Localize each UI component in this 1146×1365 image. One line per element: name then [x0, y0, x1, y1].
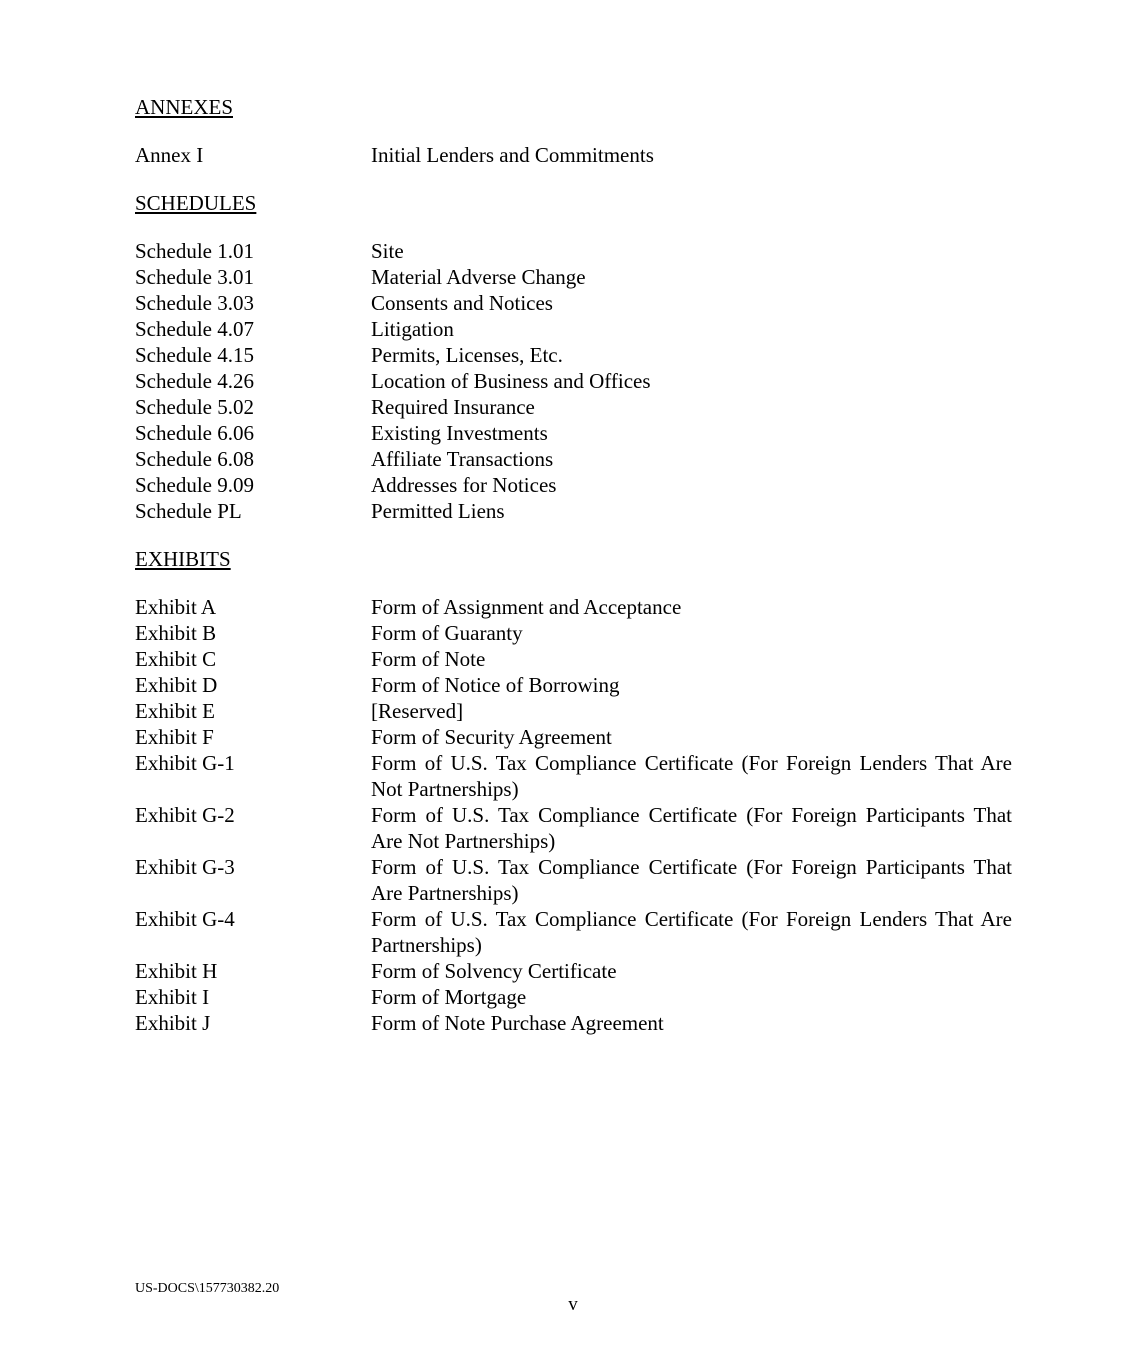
annexes-list [135, 142, 1012, 168]
exhibit-description: Form of Solvency Certificate [371, 959, 617, 983]
exhibit-row [135, 1010, 1012, 1036]
schedule-row [135, 498, 1012, 524]
exhibit-row [135, 672, 1012, 698]
schedule-row [135, 264, 1012, 290]
schedule-description: Permitted Liens [371, 499, 505, 523]
exhibit-row [135, 724, 1012, 750]
schedule-row [135, 342, 1012, 368]
exhibit-label: Exhibit C [135, 647, 217, 671]
schedule-row [135, 446, 1012, 472]
annex-row [135, 142, 1012, 168]
exhibit-label: Exhibit B [135, 621, 217, 645]
exhibit-label: Exhibit G-3 [135, 855, 235, 879]
exhibit-row [135, 958, 1012, 984]
exhibit-label: Exhibit G-1 [135, 751, 235, 775]
exhibit-description: Form of U.S. Tax Compliance Certificate (For Foreign Lenders That Are Partnerships) [371, 907, 1012, 957]
exhibit-description: Form of Note Purchase Agreement [371, 1011, 664, 1035]
exhibit-row [135, 594, 1012, 620]
schedule-description: Location of Business and Offices [371, 369, 651, 393]
exhibit-label: Exhibit H [135, 959, 218, 983]
schedule-label: Schedule 3.03 [135, 291, 254, 315]
schedule-label: Schedule 3.01 [135, 265, 254, 289]
schedule-row [135, 472, 1012, 498]
schedule-label: Schedule 6.06 [135, 421, 254, 445]
annex-label: Annex I [135, 143, 204, 167]
exhibit-label: Exhibit F [135, 725, 214, 749]
schedule-row [135, 420, 1012, 446]
exhibit-row [135, 854, 1012, 906]
schedule-description: Addresses for Notices [371, 473, 557, 497]
exhibit-row [135, 646, 1012, 672]
exhibit-label: Exhibit G-2 [135, 803, 235, 827]
exhibit-row [135, 620, 1012, 646]
schedule-description: Site [371, 239, 404, 263]
exhibit-label: Exhibit I [135, 985, 210, 1009]
schedule-description: Required Insurance [371, 395, 535, 419]
exhibit-description: Form of Security Agreement [371, 725, 612, 749]
schedule-description: Material Adverse Change [371, 265, 586, 289]
exhibit-description: Form of U.S. Tax Compliance Certificate (For Foreign Participants That Are Not Partnerships) [371, 803, 1012, 853]
schedule-label: Schedule 4.07 [135, 317, 254, 341]
exhibit-description: Form of U.S. Tax Compliance Certificate (For Foreign Lenders That Are Not Partnerships) [371, 751, 1012, 801]
document-body [135, 94, 1012, 1036]
schedule-row [135, 394, 1012, 420]
exhibit-description: Form of Note [371, 647, 486, 671]
exhibit-label: Exhibit G-4 [135, 907, 235, 931]
exhibits-list [135, 594, 1012, 1036]
schedule-description: Affiliate Transactions [371, 447, 554, 471]
schedule-label: Schedule 5.02 [135, 395, 254, 419]
exhibit-description: [Reserved] [371, 699, 464, 723]
annex-description: Initial Lenders and Commitments [371, 143, 654, 167]
exhibit-row [135, 906, 1012, 958]
exhibit-description: Form of Mortgage [371, 985, 527, 1009]
schedule-description: Permits, Licenses, Etc. [371, 343, 563, 367]
exhibits-heading: EXHIBITS [135, 547, 231, 571]
page-number: v [568, 1294, 578, 1315]
exhibit-row [135, 698, 1012, 724]
exhibit-description: Form of Notice of Borrowing [371, 673, 620, 697]
exhibit-description: Form of Guaranty [371, 621, 523, 645]
schedules-heading: SCHEDULES [135, 191, 257, 215]
annexes-heading: ANNEXES [135, 95, 233, 119]
exhibit-label: Exhibit E [135, 699, 215, 723]
exhibit-description: Form of Assignment and Acceptance [371, 595, 682, 619]
exhibit-description: Form of U.S. Tax Compliance Certificate (For Foreign Participants That Are Partnerships) [371, 855, 1012, 905]
schedule-row [135, 316, 1012, 342]
schedule-label: Schedule PL [135, 499, 242, 523]
schedule-description: Litigation [371, 317, 454, 341]
exhibit-row [135, 802, 1012, 854]
exhibit-row [135, 984, 1012, 1010]
document-id-footer: US-DOCS\157730382.20 [135, 1281, 280, 1296]
schedule-label: Schedule 6.08 [135, 447, 254, 471]
schedule-label: Schedule 4.26 [135, 369, 254, 393]
schedule-label: Schedule 1.01 [135, 239, 254, 263]
schedule-label: Schedule 4.15 [135, 343, 254, 367]
schedule-row [135, 368, 1012, 394]
exhibit-label: Exhibit J [135, 1011, 211, 1035]
schedule-description: Existing Investments [371, 421, 548, 445]
exhibit-label: Exhibit A [135, 595, 217, 619]
exhibit-label: Exhibit D [135, 673, 218, 697]
schedules-list [135, 238, 1012, 524]
schedule-row [135, 238, 1012, 264]
schedule-label: Schedule 9.09 [135, 473, 254, 497]
schedule-row [135, 290, 1012, 316]
schedule-description: Consents and Notices [371, 291, 553, 315]
exhibit-row [135, 750, 1012, 802]
